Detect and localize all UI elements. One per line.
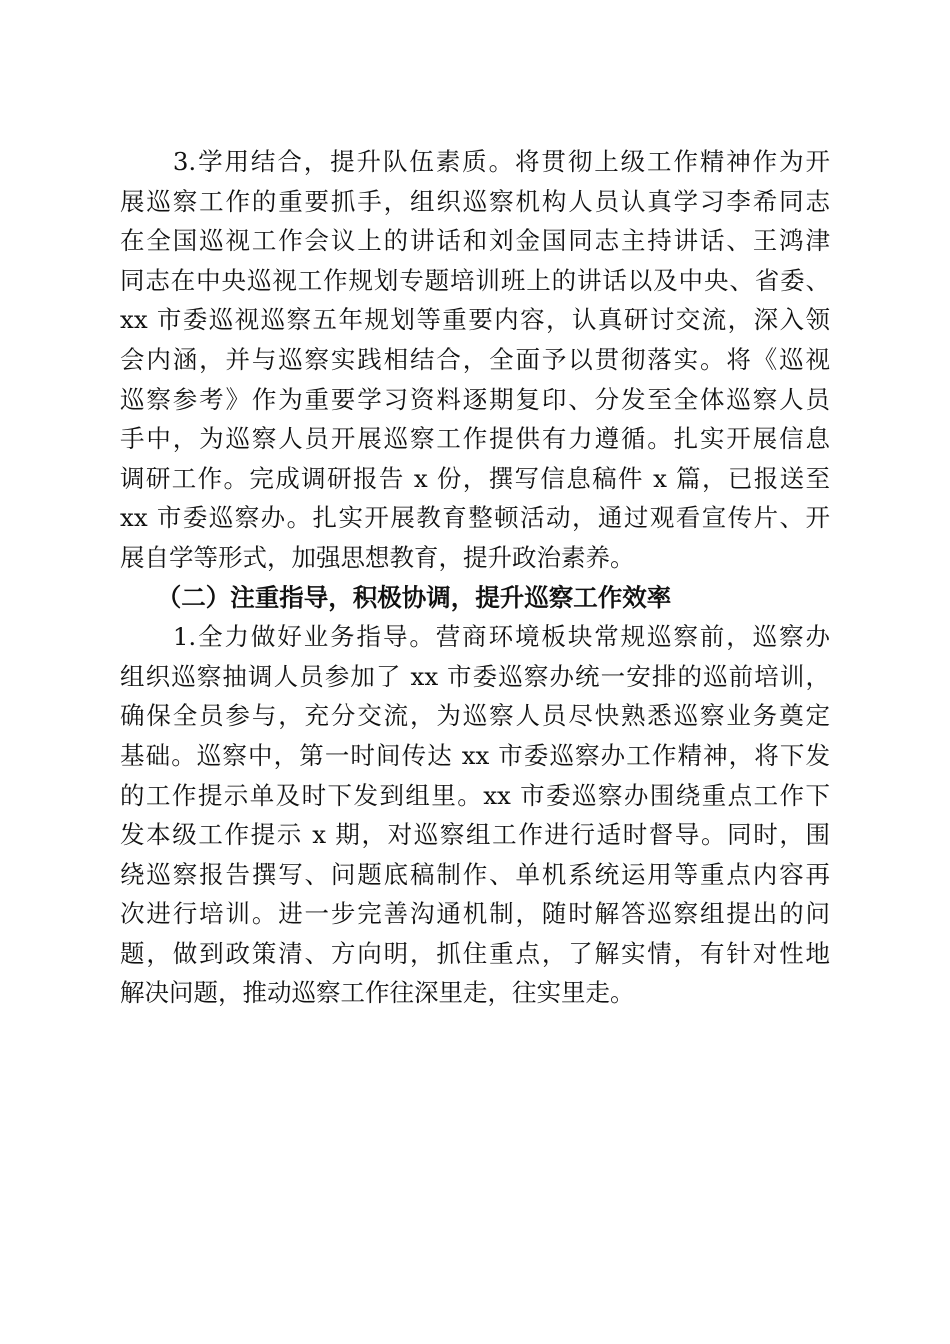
text-line: 基础。巡察中，第一时间传达 xx 市委巡察办工作精神，将下发 xyxy=(120,740,830,770)
text-line: 1.全力做好业务指导。营商环境板块常规巡察前，巡察办 xyxy=(120,622,830,652)
heading-line: （二）注重指导，积极协调，提升巡察工作效率 xyxy=(120,582,672,612)
paragraph-study-application xyxy=(120,142,830,578)
text-line: 展自学等形式，加强思想教育，提升政治素养。 xyxy=(120,542,635,572)
text-line: 的工作提示单及时下发到组里。xx 市委巡察办围绕重点工作下 xyxy=(120,780,830,810)
text-line: 手中，为巡察人员开展巡察工作提供有力遵循。扎实开展信息 xyxy=(120,424,830,454)
text-line: 次进行培训。进一步完善沟通机制，随时解答巡察组提出的问 xyxy=(120,899,830,929)
text-line: 会内涵，并与巡察实践相结合，全面予以贯彻落实。将《巡视 xyxy=(120,344,830,374)
text-line: 在全国巡视工作会议上的讲话和刘金国同志主持讲话、王鸿津 xyxy=(120,226,830,256)
text-line: 发本级工作提示 x 期，对巡察组工作进行适时督导。同时，围 xyxy=(120,820,830,850)
text-line: 绕巡察报告撰写、问题底稿制作、单机系统运用等重点内容再 xyxy=(120,859,830,889)
text-line: 确保全员参与，充分交流，为巡察人员尽快熟悉巡察业务奠定 xyxy=(120,701,830,731)
paragraph-business-guidance xyxy=(120,617,830,1013)
section-heading xyxy=(120,578,830,618)
text-line: 展巡察工作的重要抓手，组织巡察机构人员认真学习李希同志 xyxy=(120,186,830,216)
text-line: 巡察参考》作为重要学习资料逐期复印、分发至全体巡察人员 xyxy=(120,384,830,414)
text-line: xx 市委巡察办。扎实开展教育整顿活动，通过观看宣传片、开 xyxy=(120,503,830,533)
document-body xyxy=(120,142,830,1013)
text-line: 同志在中央巡视工作规划专题培训班上的讲话以及中央、省委、 xyxy=(120,265,830,295)
text-line: 组织巡察抽调人员参加了 xx 市委巡察办统一安排的巡前培训， xyxy=(120,661,830,691)
text-line: 调研工作。完成调研报告 x 份，撰写信息稿件 x 篇，已报送至 xyxy=(120,463,830,493)
text-line: 3.学用结合，提升队伍素质。将贯彻上级工作精神作为开 xyxy=(120,147,830,176)
text-line: 题，做到政策清、方向明，抓住重点，了解实情，有针对性地 xyxy=(120,938,830,968)
text-line: 解决问题，推动巡察工作往深里走，往实里走。 xyxy=(120,978,635,1008)
text-line: xx 市委巡视巡察五年规划等重要内容，认真研讨交流，深入领 xyxy=(120,305,830,335)
